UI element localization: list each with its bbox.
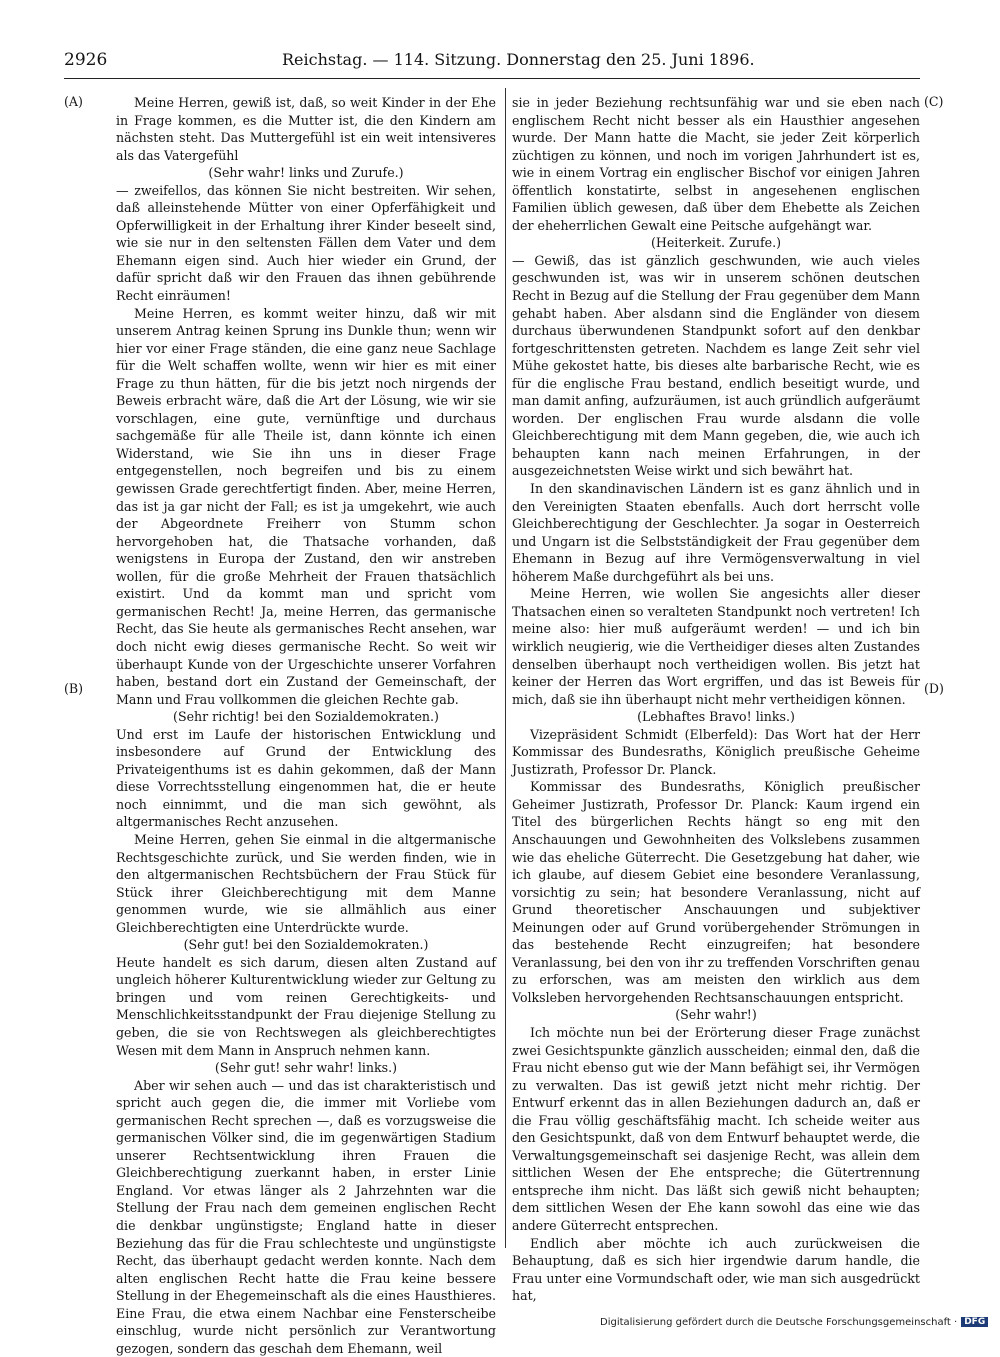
paragraph: sie in jeder Beziehung rechtsunfähig war und sie eben nach englischem Recht nicht besser als ein Hausthier angesehen wurde. Der Mann hatte die Macht, sie jeder Zeit körperlich züchtigen zu können, und noch im vorigen Jahrhundert ist es, wie in einem Vortrag ein englischer Bischof vor einigen Jahren öffentlich konstatirte, selbst in angesehenen englischen Familien üblich gewesen, daß über dem Ehebette als Zeichen der eheherrlichen Gewalt eine Peitsche aufgehängt war. [512,95,920,233]
paragraph: Meine Herren, wie wollen Sie angesichts aller dieser Thatsachen einen so veralteten Standpunkt noch vertreten! Ich meine also: hier muß aufgeräumt werden! — und ich bin wirklich neugierig, wie die Vertheidiger dieses alten Zustandes denselben überhaupt noch vertheidigen wollen. Bis jetzt hat keiner der Herren das Wort ergriffen, und das ist Beweis für mich, daß sie ihn überhaupt nicht mehr vertheidigen können. [512,586,920,707]
interjection: (Sehr wahr! links und Zurufe.) [208,165,404,181]
paragraph: Meine Herren, es kommt weiter hinzu, daß wir mit unserem Antrag keinen Sprung ins Dunkle thun; wenn wir hier vor einer Frage ständen, die eine ganz neue Sachlage für die Welt schaffen wollte, wenn wir hier es mit einer Frage zu thun hätten, für die bis jetzt noch nirgends der Beweis erbracht wäre, daß die Art der Lösung, wie wir sie vorschlagen, eine gute, vernünftige und durchaus sachgemäße für alle Theile ist, dann könnte ich einen Widerstand, wie Sie ihn uns in dieser Frage entgegenstellen, noch begreifen und bis zu einem gewissen Grade gerechtfertigt finden. Aber, meine Herren, das ist ja gar nicht der Fall; es ist ja umgekehrt, wie auch der Abgeordnete Freiherr von Stumm schon hervorgehoben hat, die Thatsache vorhanden, daß wenigstens in Europa der Zustand, den wir anstreben wollen, für die große Mehrheit der Frauen thatsächlich existirt. Und da kommt man und spricht vom germanischen Recht! Ja, meine Herren, das germanische Recht, das Sie heute als germanisches Recht ansehen, war doch nicht ewig dieses germanische Recht. So weit wir überhaupt Kunde von der Urgeschichte unserer Vorfahren haben, bestand dort ein Zustand der Gemeinschaft, der Mann und Frau vollkommen die gleichen Rechte gab. [116,305,496,707]
footer [600,1317,988,1328]
paragraph: Meine Herren, gehen Sie einmal in die altgermanische Rechtsgeschichte zurück, und Sie werden finden, wie in den altgermanischen Rechtsbüchern der Frau Stück für Stück ihrer Gleichberechtigung mit dem Manne genommen wurde, wie sie allmählich aus einer Gleichberechtigten eine Unterdrückte wurde. [116,831,496,935]
interjection: (Sehr wahr!) [675,1007,757,1023]
dfg-logo: DFG [961,1317,988,1327]
paragraph: Endlich aber möchte ich auch zurückweisen die Behauptung, daß es sich hier irgendwie darum handle, die Frau unter eine Vormundschaft oder, wie man sich ausgedrückt hat, [512,1235,920,1304]
interjection: (Sehr gut! sehr wahr! links.) [214,1060,398,1076]
interjection: (Lebhaftes Bravo! links.) [637,709,795,725]
margin-marker-c: (C) [924,94,944,109]
paragraph: Und erst im Laufe der historischen Entwicklung und insbesondere auf Grund der Entwicklung des Privateigenthums ist es dahin gekommen, daß der Mann diese Vorrechtsstellung eingenommen hat, die er heute noch einnimmt, und die man sich gewöhnt, als altgermanisches Recht anzusehen. [116,726,496,830]
left-column [116,94,496,1357]
footer-credit: Digitalisierung gefördert durch die Deutsche Forschungsgemeinschaft · [600,1317,958,1328]
column-divider [505,88,506,1248]
right-column [512,94,920,1305]
page-header [64,50,920,76]
margin-marker-b: (B) [64,681,84,696]
paragraph: Kommissar des Bundesraths, Königlich preußischer Geheimer Justizrath, Professor Dr. Planck: Kaum irgend ein Titel des bürgerlichen Rechts hängt so eng mit den Anschauungen und Gewohnheiten des Volkslebens zusammen wie das eheliche Güterrecht. Die Gesetzgebung hat daher, wie ich glaube, auf diesem Gebiet eine besondere Veranlassung, vorsichtig zu sein; hat besondere Veranlassung, nicht auf Grund theoretischer Anschauungen und subjektiver Meinungen oder auf Grund vorübergehender Strömungen in das bestehende Recht einzugreifen; hat besondere Veranlassung, bei den von ihr zu treffenden Vorschriften genau zu erforschen, was am meisten den wirklich aus dem Volksleben hervorgehenden Rechtsanschauungen entspricht. [512,779,920,1005]
paragraph: Aber wir sehen auch — und das ist charakteristisch und spricht auch gegen die, die immer mit Vorliebe vom germanischen Recht sprechen —, daß es vorzugsweise die germanischen Völker sind, die im gegenwärtigen Stadium unserer Rechtsentwicklung ihren Frauen die Gleichberechtigung zuerkannt haben, in erster Linie England. Vor etwas länger als 2 Jahrzehnten war die Stellung der Frau nach dem gemeinen englischen Recht die denkbar ungünstigste; England hatte in dieser Beziehung das für die Frau schlechteste und ungünstigste Recht, das überhaupt gedacht werden konnte. Nach dem alten englischen Recht hatte die Frau keine bessere Stellung in der Ehegemeinschaft als die eines Hausthieres. Eine Frau, die etwa einem Nachbar eine Fensterscheibe einschlug, wurde nicht persönlich zur Verantwortung gezogen, sondern das geschah dem Ehemann, weil [116,1077,496,1356]
paragraph: Meine Herren, gewiß ist, daß, so weit Kinder in der Ehe in Frage kommen, es die Mutter ist, die den Kindern am nächsten steht. Das Muttergefühl ist ein weit intensiveres als das Vatergefühl [116,95,496,163]
interjection: (Sehr richtig! bei den Sozialdemokraten.) [173,709,439,725]
header-rule [64,78,920,79]
paragraph: Vizepräsident Schmidt (Elberfeld): Das Wort hat der Herr Kommissar des Bundesraths, Königlich preußische Geheime Justizrath, Professor Dr. Planck. [512,726,920,777]
paragraph: — Gewiß, das ist gänzlich geschwunden, wie auch vieles geschwunden ist, was wir in unserem schönen deutschen Recht in Bezug auf die Stellung der Frau gegenüber dem Mann gehabt haben. Aber alsdann sind die Engländer von diesem durchaus überwundenen Standpunkt sofort auf den denkbar fortgeschrittensten getreten. Nachdem es lange Zeit sehr viel Mühe gekostet hatte, bis dieses alte barbarische Recht, wie es für die englische Frau bestand, endlich beseitigt wurde, und man damit anfing, aufzuräumen, ist auch gründlich aufgeräumt worden. Der englischen Frau wurde alsdann die volle Gleichberechtigung mit dem Mann gegeben, die, wie auch ich behaupten kann nach meinen Erfahrungen, in der ausgezeichnetsten Weise wirkt und sich bewährt hat. [512,252,920,479]
paragraph: — zweifellos, das können Sie nicht bestreiten. Wir sehen, daß alleinstehende Mütter von einer Opferfähigkeit und Opferwilligkeit in der Erhaltung ihrer Kinder beseelt sind, wie sie nur in den seltensten Fällen dem Vater und dem Ehemann eigen sind. Auch hier wieder ein Grund, der dafür spricht daß wir den Frauen das ihnen gebührende Recht einräumen! [116,182,496,304]
running-head: Reichstag. — 114. Sitzung. Donnerstag den 25. Juni 1896. [282,50,755,69]
interjection: (Sehr gut! bei den Sozialdemokraten.) [183,937,429,953]
paragraph: In den skandinavischen Ländern ist es ganz ähnlich und in den Vereinigten Staaten ebenfalls. Auch dort herrscht volle Gleichberechtigung der Geschlechter. Ja sogar in Oesterreich und Ungarn ist die Selbstständigkeit der Frau gegenüber dem Ehemann in Bezug auf ihre Vermögensverwaltung in viel höherem Maße durchgeführt als bei uns. [512,481,920,584]
margin-marker-d: (D) [924,681,944,696]
paragraph: Heute handelt es sich darum, diesen alten Zustand auf ungleich höherer Kulturentwicklung wieder zur Geltung zu bringen und vom reinen Gerechtigkeits- und Menschlichkeitsstandpunkt der Frau diejenige Stellung zu geben, die sie von Rechtswegen als gleichberechtigtes Wesen mit dem Mann in Anspruch nehmen kann. [116,954,496,1058]
paragraph: Ich möchte nun bei der Erörterung dieser Frage zunächst zwei Gesichtspunkte gänzlich ausscheiden; einmal den, daß die Frau nicht ebenso gut wie der Mann befähigt sei, ihr Vermögen zu verwalten. Das ist gewiß jetzt nicht mehr richtig. Der Entwurf erkennt das in allen Beziehungen dadurch an, daß er die Frau völlig geschäftsfähig macht. Ich scheide weiter aus den Gesichtspunkt, daß von dem Entwurf behauptet werde, die Verwaltungsgemeinschaft sei dasjenige Recht, was allein dem sittlichen Wesen der Ehe entspreche; die Gütertrennung entspreche ihm nicht. Das läßt sich gewiß nicht behaupten; dem sittlichen Wesen der Ehe kann sowohl das eine wie das andere Güterrecht entsprechen. [512,1024,920,1233]
interjection: (Heiterkeit. Zurufe.) [650,235,782,251]
margin-marker-a: (A) [64,94,83,109]
page-number: 2926 [64,50,108,70]
